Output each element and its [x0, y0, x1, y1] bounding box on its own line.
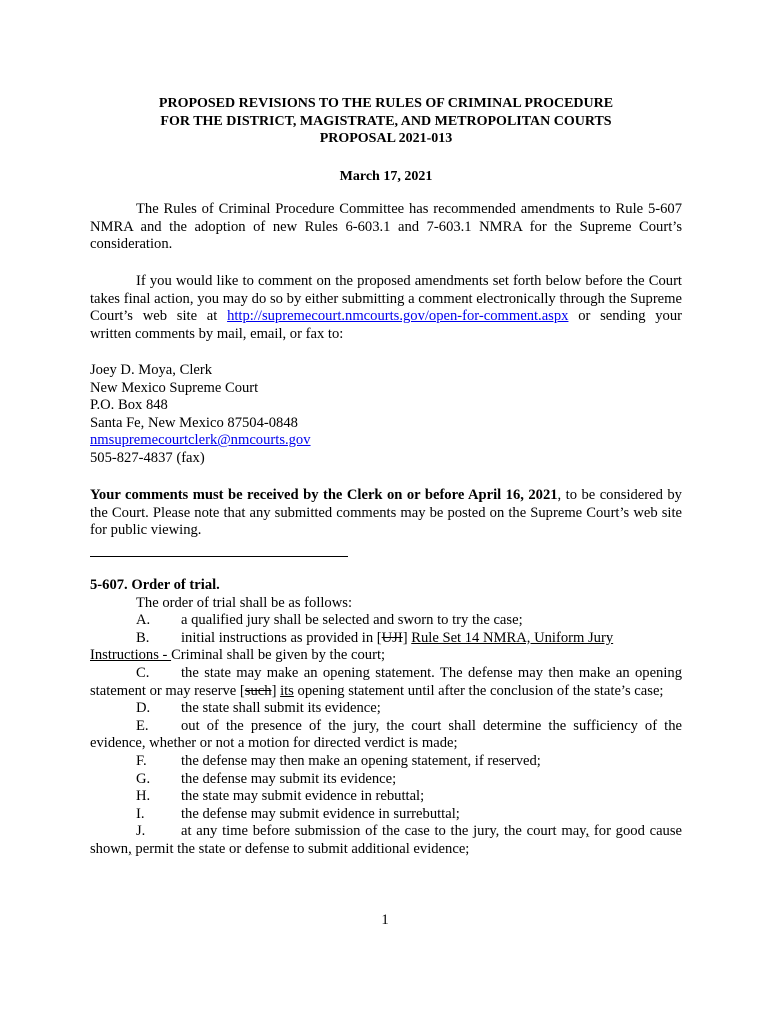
rule-item-a [90, 612, 682, 630]
rule-section [90, 577, 682, 859]
rule-item-g [90, 771, 682, 789]
item-letter: E. [136, 717, 149, 734]
rule-item-c [90, 665, 682, 700]
item-text-bracket: ] [271, 682, 281, 699]
intro-paragraph: The Rules of Criminal Procedure Committee has recommended amendments to Rule 5-607 NMRA and the adoption of new Rules 6-603.1 and 7-603.1 NMRA for the Supreme Court’s consideration. [90, 201, 682, 253]
item-letter: G. [136, 770, 151, 787]
item-text-bracket: ] [402, 629, 412, 646]
deadline-paragraph [90, 487, 682, 540]
rule-item-e [90, 718, 682, 753]
comment-paragraph [90, 273, 682, 343]
item-text-pre: the state may make an opening statement. The defense may then make an opening statement or may reserve [ [90, 664, 682, 699]
address-fax: 505-827-4837 (fax) [90, 449, 205, 466]
item-text: the state may submit evidence in rebuttal; [181, 788, 425, 805]
item-text-pre: at any time before submission of the case to the jury, the court may [181, 823, 586, 840]
item-text: out of the presence of the jury, the court shall determine the sufficiency of the evidence, whether or not a motion for directed verdict is made; [90, 717, 682, 752]
deleted-text: such [244, 682, 272, 699]
deleted-text: UJI [381, 629, 403, 646]
section-divider [90, 556, 348, 557]
inserted-text: Rule Set 14 NMRA, Uniform Jury Instructions - [90, 629, 614, 664]
rule-item-i [90, 806, 682, 824]
item-text-post: permit the state or defense to submit additional evidence; [131, 840, 470, 857]
page-number: 1 [381, 912, 389, 928]
address-box: P.O. Box 848 [90, 397, 168, 414]
title-line-1: PROPOSED REVISIONS TO THE RULES OF CRIMINAL PROCEDURE [158, 96, 614, 111]
rule-item-h [90, 788, 682, 806]
rule-item-d [90, 700, 682, 718]
comment-text-before: If you would like to comment on the proposed amendments set forth below before the Court takes final action, you may do so by either submitting a comment electronically through the Supreme Court’s web site at [90, 273, 682, 325]
item-letter: D. [136, 700, 151, 717]
address-org: New Mexico Supreme Court [90, 379, 259, 396]
item-text: the defense may then make an opening statement, if reserved; [181, 752, 541, 769]
deadline-bold: Your comments must be received by the Clerk on or before April 16, 2021 [90, 487, 558, 503]
address-city: Santa Fe, New Mexico 87504-0848 [90, 414, 298, 431]
inserted-comma: , [585, 823, 590, 840]
rule-lead: The order of trial shall be as follows: [136, 594, 353, 611]
comment-link[interactable]: http://supremecourt.nmcourts.gov/open-for-comment.aspx [227, 308, 569, 325]
item-letter: C. [136, 664, 150, 681]
item-text-post: Criminal shall be given by the court; [171, 647, 386, 664]
item-text-post: opening statement until after the conclusion of the state’s case; [293, 682, 664, 699]
title-line-2: FOR THE DISTRICT, MAGISTRATE, AND METROPOLITAN COURTS [160, 113, 612, 129]
document-title [90, 95, 682, 148]
inserted-text: its [280, 682, 294, 699]
inserted-comma: , [128, 840, 132, 857]
item-letter: A. [136, 612, 151, 629]
item-text-mid: for good cause shown [90, 823, 683, 857]
item-text: the defense may submit evidence in surrebuttal; [181, 805, 460, 822]
item-text-pre: initial instructions as provided in [ [181, 629, 382, 646]
comment-text-after: or sending your written comments by mail, email, or fax to: [90, 308, 682, 342]
rule-item-b [90, 630, 682, 665]
item-letter: J. [136, 823, 146, 840]
item-letter: F. [136, 752, 147, 769]
rule-heading: 5-607. Order of trial. [90, 577, 220, 593]
item-letter: H. [136, 788, 151, 805]
item-text: a qualified jury shall be selected and sworn to try the case; [181, 612, 523, 629]
title-line-3: PROPOSAL 2021-013 [319, 131, 453, 146]
document-date: March 17, 2021 [339, 169, 433, 184]
rule-item-j [90, 823, 682, 858]
item-text: the state shall submit its evidence; [181, 700, 381, 717]
clerk-address [90, 362, 682, 468]
item-letter: I. [136, 805, 145, 822]
item-text: the defense may submit its evidence; [181, 770, 397, 787]
item-letter: B. [136, 629, 150, 646]
clerk-email-link[interactable]: nmsupremecourtclerk@nmcourts.gov [90, 432, 311, 449]
rule-item-f [90, 753, 682, 771]
address-name: Joey D. Moya, Clerk [90, 362, 213, 378]
deadline-rest: , to be considered by the Court. Please note that any submitted comments may be posted on the Supreme Court’s web site for public viewing. [90, 487, 682, 539]
